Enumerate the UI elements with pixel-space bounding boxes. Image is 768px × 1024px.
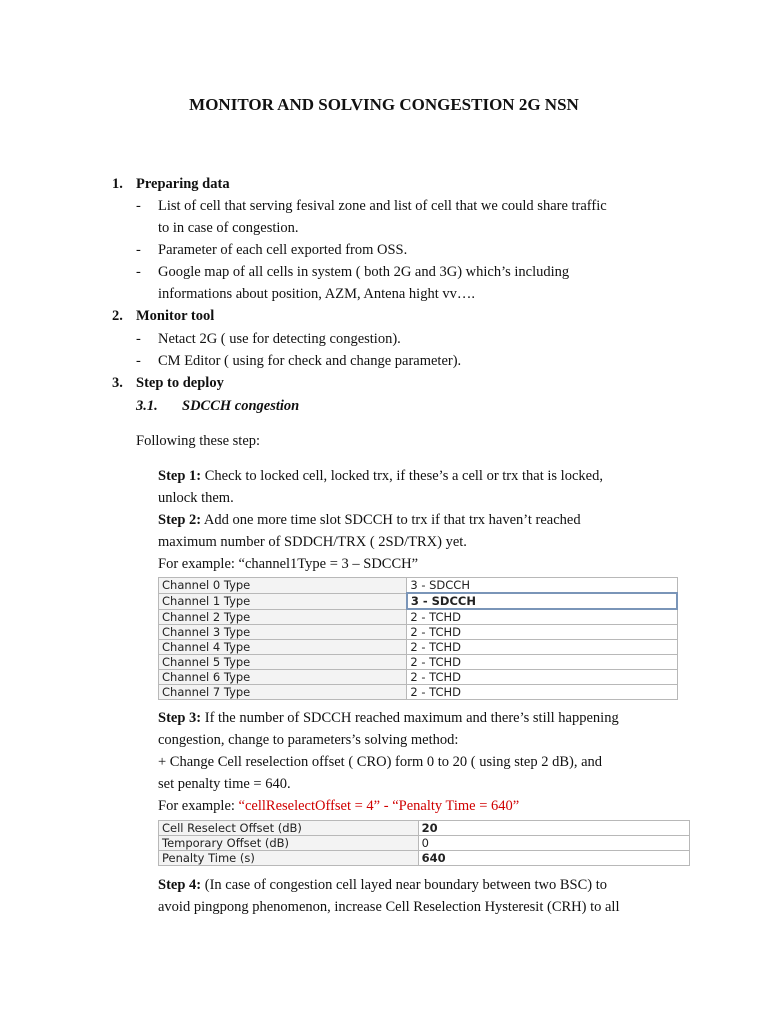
parameter-value-cell[interactable]: 640 xyxy=(418,851,689,866)
section-3-heading xyxy=(112,372,224,394)
step-3: Step 3: If the number of SDCCH reached maximum and there’s still happening congestion, change to parameters’s solving method: + Change Cell reselection offset ( CRO) form 0 to 20 ( using step 2 dB), and set penalty time = 640. For example: “cellReselectOffset = 4” - “Penalty Time = 640” xyxy=(158,710,619,814)
subsection-heading: 3.1. SDCCH congestion xyxy=(136,398,300,414)
table-row xyxy=(159,851,690,866)
section-title: Step to deploy xyxy=(136,375,224,391)
section-number: 2. xyxy=(112,308,123,324)
table-row xyxy=(159,625,678,640)
parameter-value-cell[interactable]: 20 xyxy=(418,821,689,836)
step-4: Step 4: (In case of congestion cell layed near boundary between two BSC) to avoid pingpong phenomenon, increase Cell Reselection Hysteresit (CRH) to all xyxy=(158,877,620,915)
section-title: Preparing data xyxy=(136,176,230,192)
parameter-value-cell[interactable]: 2 - TCHD xyxy=(407,625,677,640)
offset-parameter-table xyxy=(158,820,690,866)
section-number: 3. xyxy=(112,375,123,391)
parameter-name-cell: Channel 7 Type xyxy=(159,685,407,700)
channel-type-table xyxy=(158,577,678,700)
document-page: MONITOR AND SOLVING CONGESTION 2G NSN 1. Preparing data - List of cell that serving fesival zone and list of cell that we could share traffic to in case of congestion. - Parameter of each cell exported from OSS. - Google map of all cells in system ( both 2G and 3G) which’s including informations about position, AZM, Antena hight vv…. 2. Monitor tool - Netact 2G ( use for detecting congestion). - CM Editor ( using for check and change parameter). 3. Step to deploy 3.1. SDCCH congestion Following these step: Step 1: Check to locked cell, locked trx, if these’s a cell or trx that is locked, unlock them. Step 2: Add one more time slot SDCCH to trx if that trx haven’t reached maximum number of SDDCH/TRX ( 2SD/TRX) yet. For example: “channel1Type = 3 – SDCCH” Channel 0 Type 3 - SDCCH Channel 1 Type 3 - SDCCH Channel 2 Type 2 - TCHD Channel 3 Type 2 - TCHD Channel 4 Type 2 - TCHD Channel 5 Type 2 - TCHD Channel 6 Type 2 - TCHD Channel 7 Type 2 - TCHD Step 3: If the number of SDCCH reached maximum and there’s still happening congestion, change to parameters’s solving method: + Change Cell reselection offset ( CRO) form 0 to 20 ( using step 2 dB), and set penalty time = 640. For example: “cellReselectOffset = 4” - “Penalty Time = 640” Cell Reselect Offset (dB) 20 Temporary Offset (dB) 0 Penalty Time (s) 640 Step 4: (In case of congestion cell layed near boundary between two BSC) to avoid pingpong phenomenon, increase Cell Reselection Hysteresit (CRH) to all xyxy=(0,0,768,1024)
parameter-name-cell: Penalty Time (s) xyxy=(159,851,419,866)
section-title: Monitor tool xyxy=(136,308,215,324)
table-row xyxy=(159,640,678,655)
parameter-name-cell: Channel 2 Type xyxy=(159,609,407,625)
table-row xyxy=(159,670,678,685)
table-row xyxy=(159,836,690,851)
table-row xyxy=(159,609,678,625)
parameter-value-cell[interactable]: 2 - TCHD xyxy=(407,640,677,655)
table-row xyxy=(159,655,678,670)
document-title: MONITOR AND SOLVING CONGESTION 2G NSN xyxy=(189,95,579,114)
section-number: 1. xyxy=(112,176,123,192)
intro-paragraph: Following these step: xyxy=(136,433,261,449)
parameter-value-cell[interactable]: 3 - SDCCH xyxy=(407,578,677,594)
step-1: Step 1: Check to locked cell, locked trx, if these’s a cell or trx that is locked, unlock them. xyxy=(158,468,603,506)
parameter-name-cell: Channel 1 Type xyxy=(159,593,407,609)
parameter-value-cell[interactable]: 3 - SDCCH xyxy=(407,593,677,609)
parameter-name-cell: Channel 6 Type xyxy=(159,670,407,685)
parameter-value-cell[interactable]: 0 xyxy=(418,836,689,851)
parameter-name-cell: Temporary Offset (dB) xyxy=(159,836,419,851)
table-row xyxy=(159,685,678,700)
parameter-value-cell[interactable]: 2 - TCHD xyxy=(407,609,677,625)
parameter-name-cell: Channel 0 Type xyxy=(159,578,407,594)
parameter-name-cell: Cell Reselect Offset (dB) xyxy=(159,821,419,836)
section-1-heading xyxy=(112,173,230,195)
parameter-name-cell: Channel 4 Type xyxy=(159,640,407,655)
parameter-value-cell[interactable]: 2 - TCHD xyxy=(407,670,677,685)
table-row xyxy=(159,821,690,836)
example-highlight: “cellReselectOffset = 4” - “Penalty Time = 640” xyxy=(238,798,520,814)
parameter-value-cell[interactable]: 2 - TCHD xyxy=(407,685,677,700)
parameter-value-cell[interactable]: 2 - TCHD xyxy=(407,655,677,670)
section-2-heading xyxy=(112,305,214,327)
parameter-name-cell: Channel 5 Type xyxy=(159,655,407,670)
parameter-name-cell: Channel 3 Type xyxy=(159,625,407,640)
step-2: Step 2: Add one more time slot SDCCH to trx if that trx haven’t reached maximum number of SDDCH/TRX ( 2SD/TRX) yet. For example: “channel1Type = 3 – SDCCH” xyxy=(158,512,581,572)
table-row xyxy=(159,578,678,594)
table-row xyxy=(159,593,678,609)
